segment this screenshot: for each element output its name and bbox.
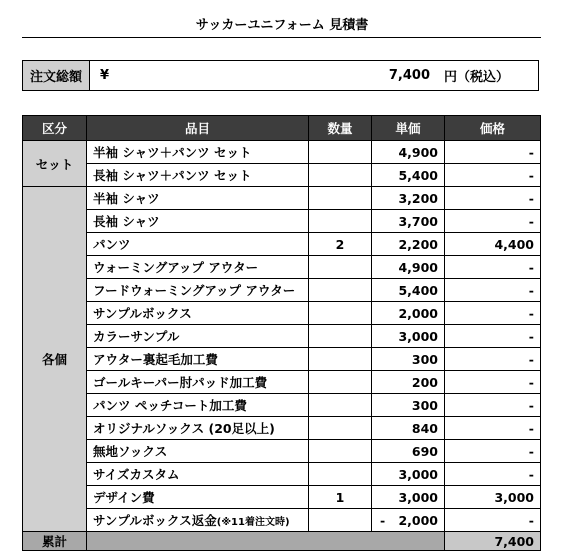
qty-cell [309,348,372,371]
table-row [23,394,541,417]
item-cell [87,463,309,486]
qty-cell [309,325,372,348]
price-cell: - [445,463,541,486]
table-row [23,233,541,256]
unit-price-cell [372,394,445,417]
table-row [23,164,541,187]
unit-price-cell [372,440,445,463]
table-row [23,256,541,279]
item-name: ウォーミングアップ アウター [93,260,259,275]
unit-price-cell [372,164,445,187]
item-name: 長袖 シャツ＋パンツ セット [93,168,252,183]
unit-price-value: 2,000 [398,305,438,321]
qty-cell [309,164,372,187]
unit-price-value: 3,200 [398,190,438,206]
unit-price-value: 300 [411,351,438,367]
summary-blank [87,532,445,551]
price-cell: - [445,187,541,210]
price-cell: - [445,509,541,532]
price-cell: - [445,210,541,233]
item-cell [87,302,309,325]
item-cell [87,509,309,532]
price-cell: - [445,440,541,463]
unit-price-value: 4,900 [398,144,438,160]
unit-price-value: 3,000 [398,489,438,505]
item-name: ゴールキーパー肘パッド加工費 [93,375,268,390]
table-row [23,187,541,210]
price-cell: 4,400 [445,233,541,256]
item-name: オリジナルソックス (20足以上) [93,421,275,436]
order-total-amount: 7,400 [388,68,430,83]
price-cell: - [445,302,541,325]
qty-cell [309,187,372,210]
table-row [23,440,541,463]
table-row [23,325,541,348]
order-total-box [22,60,539,91]
qty-cell [309,394,372,417]
unit-price-value: 4,900 [398,259,438,275]
unit-price-cell [372,486,445,509]
unit-price-value: 5,400 [398,167,438,183]
qty-cell [309,371,372,394]
summary-price: 7,400 [445,532,541,551]
qty-cell [309,210,372,233]
item-cell [87,325,309,348]
table-row [23,302,541,325]
table-header-row [23,116,541,141]
unit-price-value: 200 [411,374,438,390]
item-cell [87,440,309,463]
item-cell [87,486,309,509]
header-qty: 数量 [309,116,372,141]
price-cell: - [445,371,541,394]
unit-price-cell [372,210,445,233]
table-row [23,486,541,509]
item-name: サンプルボックス返金 [93,513,217,528]
order-total-unit: 円（税込） [444,70,510,85]
qty-cell [309,141,372,164]
price-cell: - [445,417,541,440]
table-row [23,210,541,233]
title-underline [22,37,541,38]
qty-cell [309,417,372,440]
item-cell [87,210,309,233]
summary-label: 累計 [23,532,87,551]
category-cell: 各個 [23,187,87,532]
qty-cell [309,279,372,302]
qty-cell [309,256,372,279]
table-row [23,417,541,440]
unit-price-cell [372,417,445,440]
price-cell: - [445,141,541,164]
header-category: 区分 [23,116,87,141]
unit-price-cell [372,325,445,348]
header-item: 品目 [87,116,309,141]
price-cell: - [445,348,541,371]
item-cell [87,348,309,371]
item-cell [87,394,309,417]
document-title: サッカーユニフォーム 見積書 [195,18,369,33]
table-row [23,371,541,394]
unit-price-cell [372,348,445,371]
item-cell [87,417,309,440]
item-name: 半袖 シャツ＋パンツ セット [93,145,252,160]
unit-price-cell [372,463,445,486]
table-row [23,463,541,486]
summary-row [23,532,541,551]
unit-price-value: 5,400 [398,282,438,298]
unit-price-value: 2,000 [398,512,438,528]
item-name: デザイン費 [93,490,155,505]
item-cell [87,371,309,394]
unit-price-value: 3,000 [398,328,438,344]
unit-price-cell [372,509,445,532]
minus-sign: - [380,512,386,528]
item-name: サイズカスタム [93,467,180,482]
price-cell: - [445,256,541,279]
item-cell [87,164,309,187]
currency-symbol: ¥ [100,68,110,83]
item-name: アウター裏起毛加工費 [93,352,218,367]
unit-price-cell [372,256,445,279]
unit-price-value: 3,000 [398,466,438,482]
qty-cell [309,440,372,463]
header-price: 価格 [445,116,541,141]
item-note: (※11着注文時) [216,517,290,528]
quote-table [22,115,541,551]
item-name: 無地ソックス [93,444,168,459]
order-total-value [90,61,538,90]
qty-cell: 2 [309,233,372,256]
item-cell [87,187,309,210]
category-cell: セット [23,141,87,187]
unit-price-cell [372,371,445,394]
price-cell: - [445,394,541,417]
unit-price-value: 300 [411,397,438,413]
price-cell: - [445,164,541,187]
item-name: パンツ ペッチコート加工費 [93,398,247,413]
item-name: 長袖 シャツ [93,214,160,229]
item-cell [87,256,309,279]
unit-price-value: 2,200 [398,236,438,252]
qty-cell: 1 [309,486,372,509]
quote-table-body [23,141,541,551]
qty-cell [309,302,372,325]
item-name: 半袖 シャツ [93,191,160,206]
item-name: パンツ [93,237,131,252]
table-row [23,509,541,532]
price-cell: 3,000 [445,486,541,509]
unit-price-value: 690 [411,443,438,459]
price-cell: - [445,325,541,348]
table-row [23,348,541,371]
qty-cell [309,509,372,532]
item-name: サンプルボックス [93,306,192,321]
price-cell: - [445,279,541,302]
unit-price-cell [372,233,445,256]
table-row [23,141,541,164]
unit-price-cell [372,279,445,302]
order-total-label: 注文総額 [23,61,90,90]
unit-price-cell [372,141,445,164]
unit-price-cell [372,302,445,325]
item-name: カラーサンプル [93,329,180,344]
item-name: フードウォーミングアップ アウター [93,283,296,298]
unit-price-value: 840 [411,420,438,436]
unit-price-cell [372,187,445,210]
qty-cell [309,463,372,486]
item-cell [87,279,309,302]
item-cell [87,141,309,164]
unit-price-value: 3,700 [398,213,438,229]
item-cell [87,233,309,256]
header-unit-price: 単価 [372,116,445,141]
table-row [23,279,541,302]
